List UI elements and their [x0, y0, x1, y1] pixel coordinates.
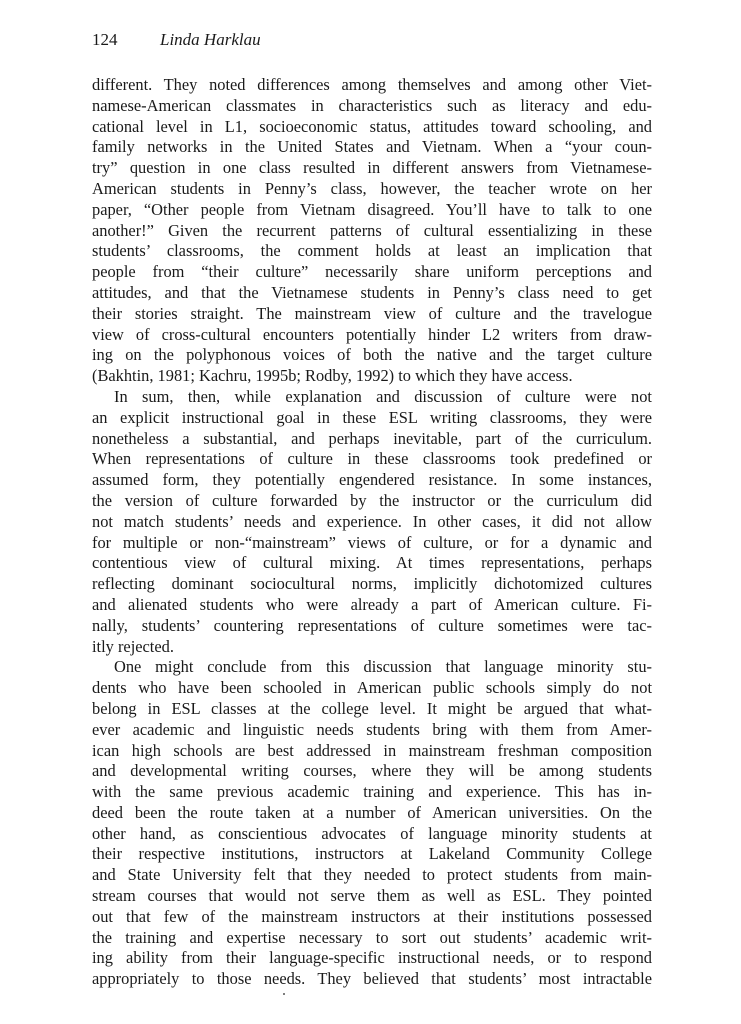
text-line: ican high schools are best addressed in mainstream freshman composition	[92, 740, 652, 760]
running-header	[92, 30, 261, 50]
text-line: When representations of culture in these classrooms took predefined or	[92, 449, 652, 469]
text-line: reflecting dominant sociocultural norms, implicitly dichotomized cultures	[92, 574, 652, 594]
text-line: dents who have been schooled in American public schools simply do not	[92, 678, 652, 698]
text-line: In sum, then, while explanation and discussion of culture were not	[114, 386, 652, 406]
running-head-author: Linda Harklau	[160, 30, 261, 49]
text-line: and developmental writing courses, where they will be among students	[92, 761, 652, 781]
page-number: 124	[92, 30, 118, 49]
text-line: paper, “Other people from Vietnam disagreed. You’ll have to talk to one	[92, 199, 652, 219]
text-line: for multiple or non-“mainstream” views of culture, or for a dynamic and	[92, 532, 652, 552]
text-line: not match students’ needs and experience. In other cases, it did not allow	[92, 511, 652, 531]
text-line: American students in Penny’s class, however, the teacher wrote on her	[92, 178, 652, 198]
text-line: ing on the polyphonous voices of both the native and the target culture	[92, 345, 652, 365]
text-line: (Bakhtin, 1981; Kachru, 1995b; Rodby, 1992) to which they have access.	[92, 366, 573, 386]
text-line: view of cross-cultural encounters potentially hinder L2 writers from draw-	[92, 324, 652, 344]
body-text	[92, 75, 652, 990]
text-line: ing ability from their language-specific instructional needs, or to respond	[92, 948, 652, 968]
text-line: nonetheless a substantial, and perhaps inevitable, part of the curriculum.	[92, 428, 652, 448]
text-line: out that few of the mainstream instructors at their institutions possessed	[92, 906, 652, 926]
text-line: and alienated students who were already a part of American culture. Fi-	[92, 594, 652, 614]
text-line: the version of culture forwarded by the instructor or the curriculum did	[92, 490, 652, 510]
text-line: try” question in one class resulted in different answers from Vietnamese-	[92, 158, 652, 178]
text-line: different. They noted differences among themselves and among other Viet-	[92, 75, 652, 94]
text-line: belong in ESL classes at the college level. It might be argued that what-	[92, 698, 652, 718]
text-line: their respective institutions, instructors at Lakeland Community College	[92, 844, 652, 864]
text-line: their stories straight. The mainstream view of culture and the travelogue	[92, 303, 652, 323]
text-line: and State University felt that they needed to protect students from main-	[92, 865, 652, 885]
text-line: family networks in the United States and Vietnam. When a “your coun-	[92, 137, 652, 157]
text-line: One might conclude from this discussion that language minority stu-	[114, 657, 652, 677]
text-line: with the same previous academic training and experience. This has in-	[92, 782, 652, 802]
text-line: the training and expertise necessary to sort out students’ academic writ-	[92, 927, 652, 947]
text-line: ever academic and linguistic needs students bring with them from Amer-	[92, 719, 652, 739]
print-speck	[283, 993, 285, 995]
text-line: nally, students’ countering representations of culture sometimes were tac-	[92, 615, 652, 635]
text-line: namese-American classmates in characteristics such as literacy and edu-	[92, 95, 652, 115]
text-line: appropriately to those needs. They believed that students’ most intractable	[92, 969, 652, 989]
text-line: contentious view of cultural mixing. At times representations, perhaps	[92, 553, 652, 573]
text-line: an explicit instructional goal in these ESL writing classrooms, they were	[92, 407, 652, 427]
text-line: other hand, as conscientious advocates of language minority students at	[92, 823, 652, 843]
text-line: another!” Given the recurrent patterns of cultural essentializing in these	[92, 220, 652, 240]
text-line: deed been the route taken at a number of American universities. On the	[92, 802, 652, 822]
text-line: stream courses that would not serve them as well as ESL. They pointed	[92, 886, 652, 906]
text-line: assumed form, they potentially engendered resistance. In some instances,	[92, 470, 652, 490]
text-line: students’ classrooms, the comment holds at least an implication that	[92, 241, 652, 261]
text-line: itly rejected.	[92, 636, 174, 656]
text-line: cational level in L1, socioeconomic status, attitudes toward schooling, and	[92, 116, 652, 136]
text-line: attitudes, and that the Vietnamese students in Penny’s class need to get	[92, 282, 652, 302]
text-line: people from “their culture” necessarily share uniform perceptions and	[92, 262, 652, 282]
